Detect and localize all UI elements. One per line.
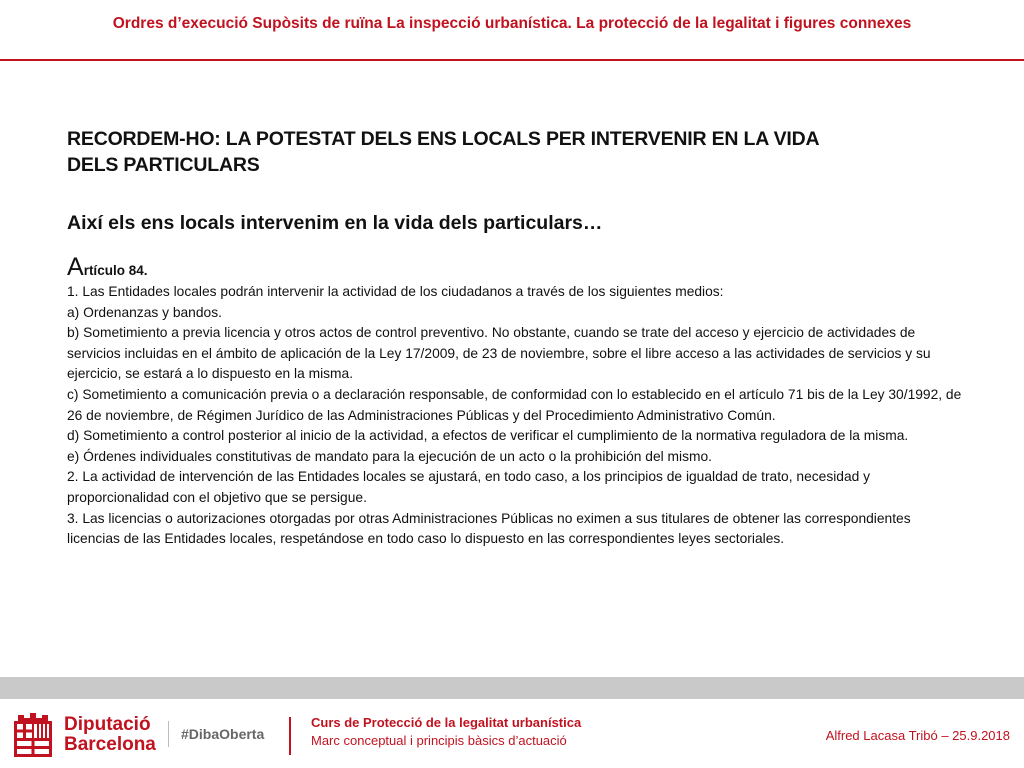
article-paragraph: a) Ordenanzas y bandos. [67, 304, 222, 320]
main-heading [67, 126, 967, 178]
main-heading-line1: RECORDEM-HO: LA POTESTAT DELS ENS LOCALS PER INTERVENIR EN LA VIDA [67, 128, 820, 150]
article-paragraph: b) Sometimiento a previa licencia y otros actos de control preventivo. No obstante, cuando se trate del acceso y ejercicio de actividades de servicios incluidas en el ámbito de aplicación de la Ley 17/2009, de 23 de noviembre, sobre el libre acceso a las actividades de servicios y su ejercicio, se estará a lo dispuesto en la misma. [67, 325, 931, 382]
article-paragraph: d) Sometimiento a control posterior al inicio de la actividad, a efectos de verificar el cumplimiento de la normativa reguladora de la misma. [67, 428, 909, 444]
header-title: Ordres d’execució Supòsits de ruïna La inspecció urbanística. La protecció de la legalitat i figures connexes [112, 15, 912, 32]
article-title [67, 253, 967, 282]
article-paragraph: 2. La actividad de intervención de las Entidades locales se ajustará, en todo caso, a los principios de igualdad de trato, necesidad y proporcionalidad con el objetivo que se persigue. [67, 469, 871, 505]
course-subtitle: Marc conceptual i principis bàsics d’actuació [311, 733, 567, 748]
slide-footer [0, 699, 1024, 768]
article-body [67, 282, 967, 550]
article-title-rest: rtículo 84. [83, 263, 148, 278]
article-paragraph: 1. Las Entidades locales podrán intervenir la actividad de los ciudadanos a través de los siguientes medios: [67, 284, 724, 299]
footer-divider [289, 717, 291, 755]
course-info [311, 714, 581, 750]
org-name-line2: Barcelona [64, 734, 156, 755]
diputacio-seal-icon [12, 711, 54, 759]
subheading: Així els ens locals intervenim en la vida dels particulars… [67, 212, 603, 234]
main-heading-line2: DELS PARTICULARS [67, 154, 260, 176]
article-paragraph: e) Órdenes individuales constitutivas de mandato para la ejecución de un acto o la prohibición del mismo. [67, 448, 712, 464]
org-name-line1: Diputació [64, 714, 151, 735]
author-date: Alfred Lacasa Tribó – 25.9.2018 [825, 728, 1010, 743]
header-divider [0, 59, 1024, 61]
org-name [64, 715, 156, 755]
article-paragraph: 3. Las licencias o autorizaciones otorgadas por otras Administraciones Públicas no eximen a sus titulares de obtener las correspondientes licencias de las Entidades locales, respetándose en todo caso lo dispuesto en las correspondientes leyes sectoriales. [67, 510, 911, 547]
article-initial: A [67, 253, 84, 281]
slide-content [67, 126, 967, 550]
course-title: Curs de Protecció de la legalitat urbanística [311, 715, 582, 730]
diputacio-logo [12, 711, 156, 759]
hashtag-label: #DibaOberta [168, 721, 264, 747]
slide-header [0, 0, 1024, 56]
footer-band [0, 677, 1024, 699]
article-paragraph: c) Sometimiento a comunicación previa o a declaración responsable, de conformidad con lo establecido en el artículo 71 bis de la Ley 30/1992, de 26 de noviembre, de Régimen Jurídico de las Administraciones Públicas y del Procedimiento Administrativo Común. [67, 386, 962, 423]
